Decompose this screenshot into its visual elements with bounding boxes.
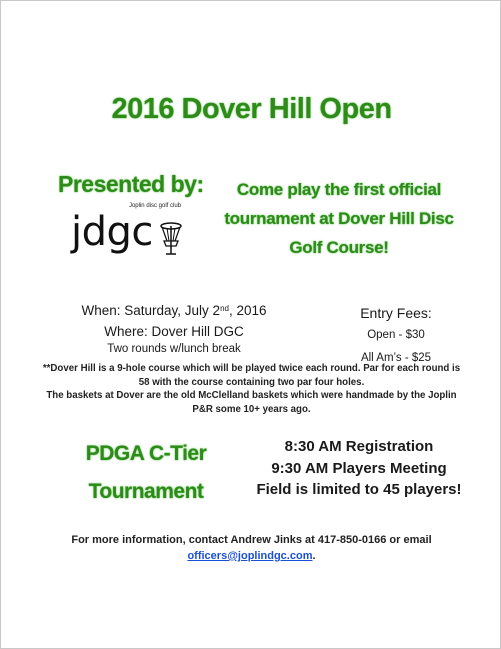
contact-period: .	[312, 550, 316, 562]
tier-line1: PDGA C-Tier	[85, 442, 207, 465]
entry-fees-title: Entry Fees:	[360, 305, 432, 321]
schedule	[246, 436, 472, 501]
event-details	[49, 302, 299, 358]
contact-text: For more information, contact Andrew Jinks at 417-850-0166 or email	[71, 534, 432, 546]
logo-text: jdgc	[71, 209, 153, 255]
schedule-meeting: 9:30 AM Players Meeting	[271, 459, 447, 477]
page-title: 2016 Dover Hill Open	[111, 93, 392, 125]
event-location: Where: Dover Hill DGC	[104, 324, 244, 339]
tier-line2: Tournament	[88, 480, 204, 503]
event-rounds: Two rounds w/lunch break	[107, 343, 241, 355]
fee-ams: All Am’s - $25	[360, 352, 432, 364]
tagline: Come play the first official tournament at Dover Hill Disc Golf Course!	[224, 180, 454, 257]
tier-label	[76, 435, 216, 511]
entry-fees	[341, 304, 451, 369]
disc-golf-basket-icon	[157, 221, 185, 255]
course-note	[41, 362, 462, 416]
email-link[interactable]: officers@joplindgc.com	[187, 550, 313, 562]
schedule-registration: 8:30 AM Registration	[284, 438, 434, 455]
contact-info	[31, 532, 472, 564]
fee-open: Open - $30	[367, 329, 425, 341]
logo-subtitle: Joplin disc golf club	[128, 203, 181, 209]
presented-by-label: Presented by:	[58, 171, 204, 197]
event-date: When: Saturday, July 2nd, 2016	[81, 303, 267, 318]
schedule-limit: Field is limited to 45 players!	[256, 481, 462, 498]
course-note-line2: The baskets at Dover are the old McClelland baskets which were handmade by the Joplin P&R some 10+ years ago.	[46, 390, 457, 415]
course-note-line1: **Dover Hill is a 9-hole course which will be played twice each round. Par for each round is 58 with the course containing two par four holes.	[42, 363, 461, 388]
